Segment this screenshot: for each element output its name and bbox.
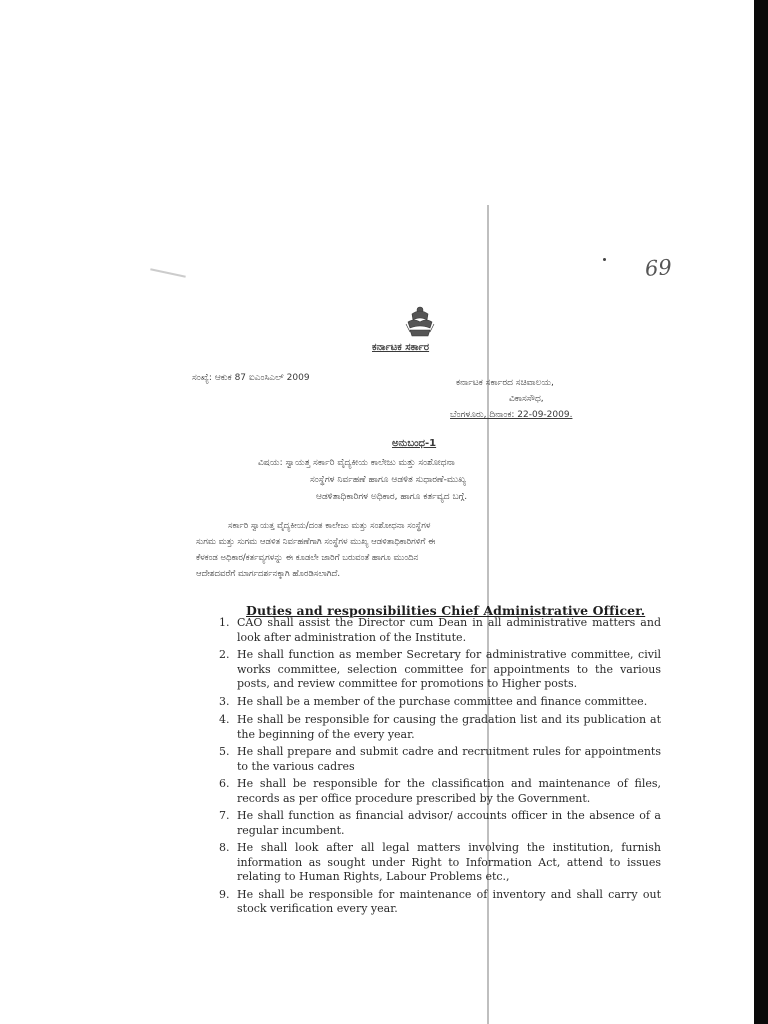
list-item	[219, 809, 661, 838]
subject-line: ಆಡಳಿತಾಧಿಕಾರಿಗಳ ಅಧಿಕಾರ, ಹಾಗೂ ಕರ್ತವ್ಯದ ಬಗ್ಗೆ.	[316, 492, 468, 502]
list-item	[219, 887, 661, 917]
item-text: He shall function as member Secretary for administrative committee, civil works committee, selection committee for appointments to the various posts, and review committee for promotions to Higher posts.	[237, 648, 661, 690]
item-number: 2.	[219, 648, 230, 661]
item-number: 6.	[219, 777, 230, 790]
paragraph-line: ಸುಗಮ ಮತ್ತು ಸುಗಮ ಆಡಳಿತ ನಿರ್ವಹಣೆಗಾಗಿ ಸಂಸ್ಥೆಗಳ ಮುಖ್ಯ ಆಡಳಿತಾಧಿಕಾರಿಗಳಿಗೆ ಈ	[196, 537, 436, 547]
item-number: 9.	[219, 887, 230, 901]
state-emblem-icon	[400, 302, 440, 342]
item-number: 7.	[219, 809, 230, 822]
office-line-1: ಕರ್ನಾಟಕ ಸರ್ಕಾರದ ಸಚಿವಾಲಯ,	[456, 378, 554, 388]
list-item	[219, 694, 661, 710]
list-item	[219, 745, 661, 774]
item-text: He shall be responsible for causing the gradation list and its publication at the beginning of the every year.	[237, 713, 661, 741]
annexure-title: ಅನುಬಂಧ-1	[392, 438, 437, 449]
list-item	[219, 648, 661, 692]
paragraph-line: ಕೆಳಕಂಡ ಅಧಿಕಾರ/ಕರ್ತವ್ಯಗಳನ್ನು ಈ ಕೂಡಲೇ ಜಾರಿಗೆ ಬರುವಂತೆ ಹಾಗೂ ಮುಂದಿನ	[196, 553, 419, 563]
duties-list	[219, 616, 661, 917]
government-title: ಕರ್ನಾಟಕ ಸರ್ಕಾರ	[372, 342, 430, 353]
office-line-2: ವಿಕಾಸಸೌಧ,	[509, 394, 544, 404]
list-item	[219, 777, 661, 806]
item-text: He shall prepare and submit cadre and recruitment rules for appointments to the various cadres	[237, 745, 661, 773]
subject-block	[258, 455, 658, 506]
office-line-3: ಬೆಂಗಳೂರು, ದಿನಾಂಕ: 22-09-2009.	[450, 410, 573, 420]
subject-line: ಸಂಸ್ಥೆಗಳ ನಿರ್ವಹಣೆ ಹಾಗೂ ಆಡಳಿತ ಸುಧಾರಣೆ-ಮುಖ್ಯ	[310, 475, 467, 485]
scanner-edge	[754, 0, 768, 1024]
item-text: He shall be responsible for maintenance of inventory and shall carry out stock verification every year.	[237, 887, 661, 915]
preamble-paragraph	[196, 518, 666, 582]
handwritten-page-number: 69	[644, 255, 673, 281]
paragraph-line: ಸರ್ಕಾರಿ ಸ್ವಾಯತ್ತ ವೈದ್ಯಕೀಯ/ದಂತ ಕಾಲೇಜು ಮತ್ತು ಸಂಶೋಧನಾ ಸಂಸ್ಥೆಗಳ	[228, 521, 431, 531]
list-item	[219, 713, 661, 742]
scan-dot	[603, 258, 606, 261]
item-number: 5.	[219, 745, 230, 758]
item-text: He shall function as financial advisor/ accounts officer in the absence of a regular incumbent.	[237, 809, 661, 837]
item-text: He shall look after all legal matters involving the institution, furnish information as sought under Right to Information Act, attend to issues relating to Human Rights, Labour Problems etc.,	[237, 841, 661, 883]
duties-heading: Duties and responsibilities Chief Administrative Officer.	[246, 603, 646, 618]
item-number: 3.	[219, 694, 230, 708]
item-text: He shall be a member of the purchase committee and finance committee.	[237, 694, 648, 708]
item-number: 4.	[219, 713, 230, 726]
item-number: 8.	[219, 841, 230, 854]
list-item	[219, 841, 661, 885]
item-text: CAO shall assist the Director cum Dean in all administrative matters and look after administration of the Institute.	[237, 616, 661, 644]
list-item	[219, 616, 661, 645]
item-number: 1.	[219, 616, 230, 629]
paragraph-line: ಆದೇಶದವರೆಗೆ ಮಾರ್ಗದರ್ಶನಕ್ಕಾಗಿ ಹೊರಡಿಸಲಾಗಿದೆ.	[196, 569, 341, 579]
scan-smudge	[150, 268, 186, 277]
subject-line: ವಿಷಯ: ಸ್ವಾಯತ್ತ ಸರ್ಕಾರಿ ವೈದ್ಯಕೀಯ ಕಾಲೇಜು ಮತ್ತು ಸಂಶೋಧನಾ	[258, 458, 455, 468]
order-number: ಸಂಖ್ಯೆ: ಆಕುಕ 87 ಐಎಂಸಿಎಲ್ 2009	[192, 373, 310, 383]
item-text: He shall be responsible for the classification and maintenance of files, records as per office procedure prescribed by the Government.	[237, 777, 661, 805]
